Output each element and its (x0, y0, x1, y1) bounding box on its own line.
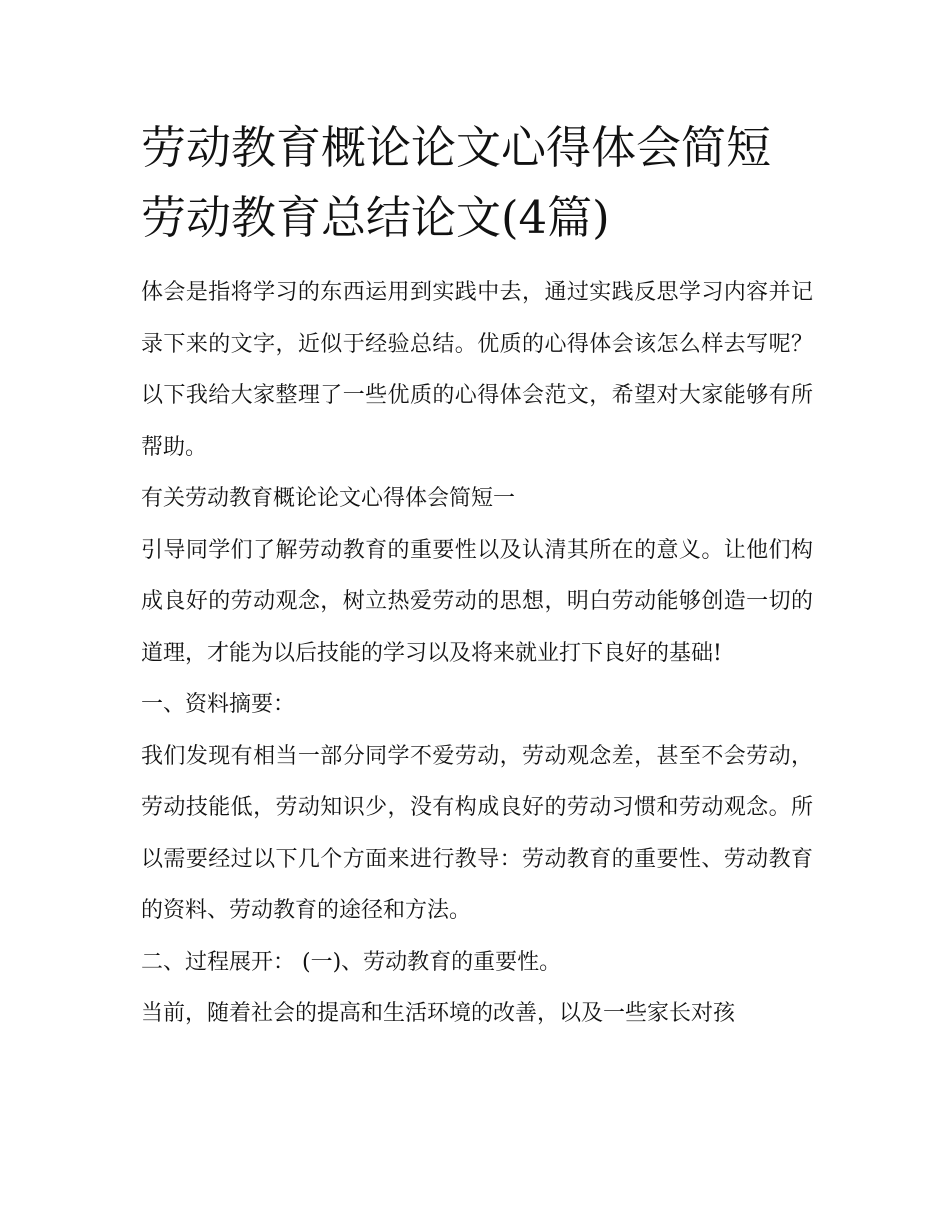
document-body (141, 113, 813, 1040)
body-paragraph: 当前，随着社会的提高和生活环境的改善，以及一些家长对孩 (141, 1001, 736, 1026)
body-paragraph: 引导同学们了解劳动教育的重要性以及认清其所在的意义。让他们构成良好的劳动观念，树立热爱劳动的思想，明白劳动能够创造一切的道理，才能为以后技能的学习以及将来就业打下良好的基础! (141, 537, 813, 666)
section-heading: 有关劳动教育概论论文心得体会简短一 (141, 486, 516, 511)
subheading-summary: 一、资料摘要： (141, 692, 296, 717)
body-paragraph: 我们发现有相当一部分同学不爱劳动，劳动观念差，甚至不会劳动，劳动技能低，劳动知识少，没有构成良好的劳动习惯和劳动观念。所以需要经过以下几个方面来进行教导：劳动教育的重要性、劳动教育的资料、劳动教育的途径和方法。 (141, 743, 813, 923)
subheading-process: 二、过程展开： (一)、劳动教育的重要性。 (141, 949, 562, 975)
document-title: 劳动教育概论论文心得体会简短 劳动教育总结论文(4篇) (141, 121, 772, 244)
intro-paragraph: 体会是指将学习的东西运用到实践中去，通过实践反思学习内容并记录下来的文字，近似于经验总结。优质的心得体会该怎么样去写呢？以下我给大家整理了一些优质的心得体会范文，希望对大家能够有所帮助。 (141, 280, 813, 460)
